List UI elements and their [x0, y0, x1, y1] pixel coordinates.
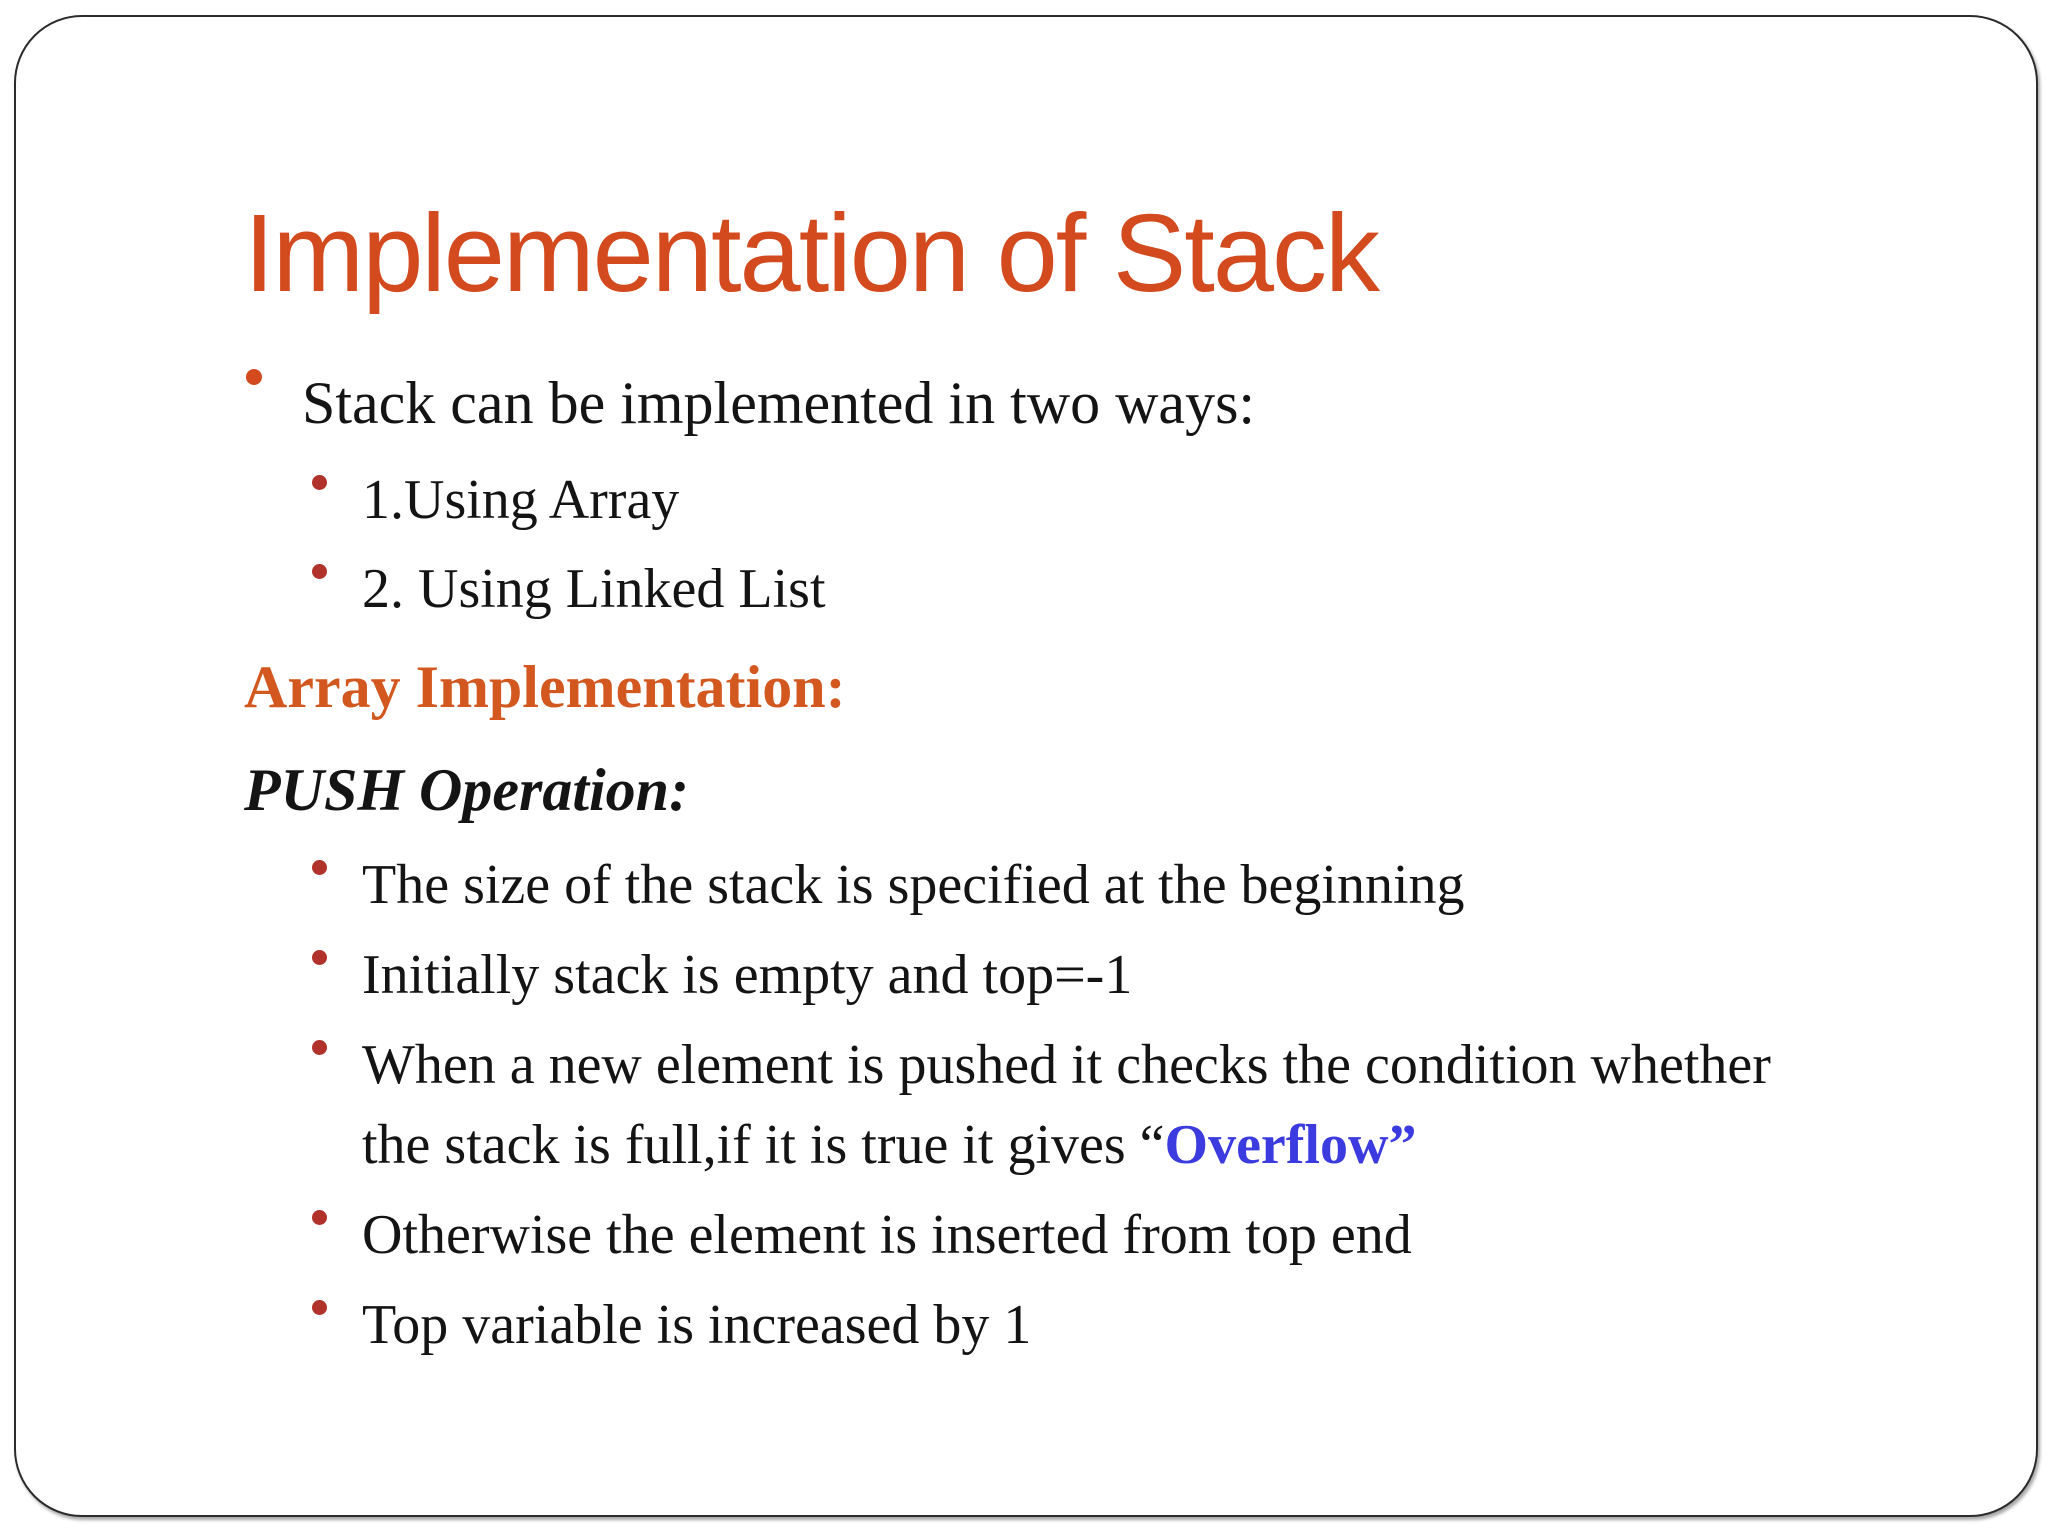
bullet-icon: [312, 950, 327, 965]
bullet-icon: [312, 1300, 327, 1315]
slide-title: Implementation of Stack: [244, 192, 1379, 315]
list-item-push-point: When a new element is pushed it checks the condition whether: [362, 1034, 1771, 1096]
list-item-push-point: Otherwise the element is inserted from top end: [362, 1204, 1412, 1266]
intro-text: Stack can be implemented in two ways:: [302, 370, 1256, 436]
overflow-suffix: ”: [1388, 1114, 1417, 1176]
bullet-icon: [246, 369, 262, 385]
bullet-icon: [312, 1210, 327, 1225]
slide-frame: [14, 15, 2038, 1517]
list-item-push-point: The size of the stack is specified at the beginning: [362, 854, 1465, 916]
bullet-icon: [312, 475, 327, 490]
overflow-prefix: the stack is full,if it is true it gives “: [362, 1114, 1165, 1176]
overflow-keyword: Overflow: [1164, 1114, 1389, 1176]
operation-heading: PUSH Operation:: [244, 757, 690, 823]
bullet-icon: [312, 860, 327, 875]
section-heading: Array Implementation:: [244, 654, 846, 720]
list-item-push-point: Initially stack is empty and top=-1: [362, 944, 1133, 1006]
list-item-push-point-continued: [362, 1114, 1417, 1176]
bullet-icon: [312, 1040, 327, 1055]
list-item-way-linked-list: 2. Using Linked List: [362, 558, 826, 620]
list-item-way-array: 1.Using Array: [362, 469, 680, 531]
bullet-icon: [312, 564, 327, 579]
list-item-push-point: Top variable is increased by 1: [362, 1294, 1032, 1356]
